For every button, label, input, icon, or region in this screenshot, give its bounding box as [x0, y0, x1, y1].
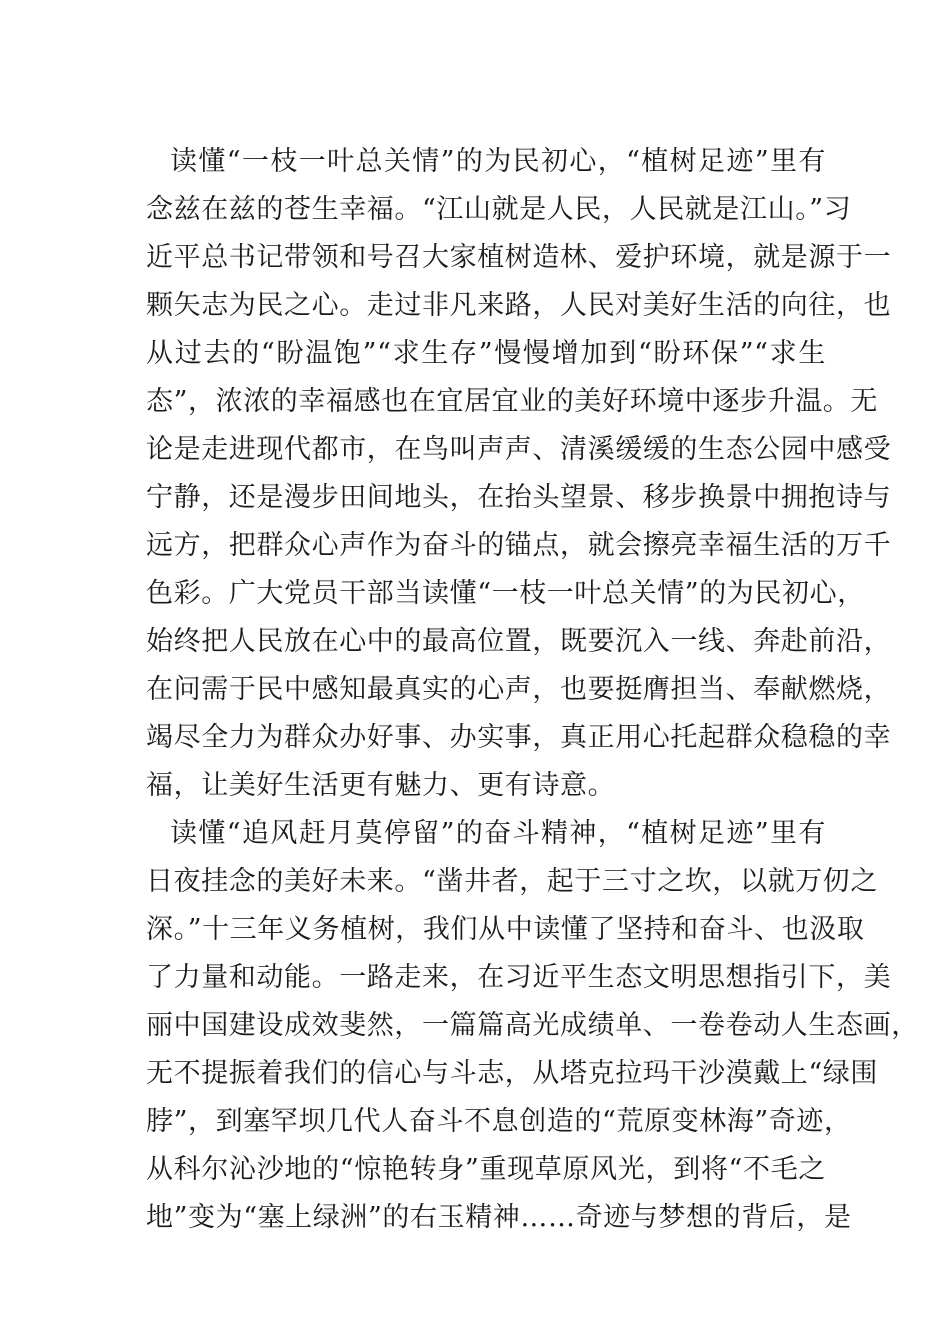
paragraph-1-line-9: 远方，把群众心声作为奋斗的锚点，就会擦亮幸福生活的万千	[146, 530, 892, 561]
paragraph-1-line-6: 态”，浓浓的幸福感也在宜居宜业的美好环境中逐步升温。无	[146, 386, 879, 417]
paragraph-2-line-7: 脖”，到塞罕坝几代人奋斗不息创造的“荒原变林海”奇迹，	[146, 1106, 852, 1137]
paragraph-1-line-3: 近平总书记带领和号召大家植树造林、爱护环境，就是源于一	[146, 242, 892, 273]
paragraph-1-line-2: 念兹在兹的苍生幸福。“江山就是人民，人民就是江山。”习	[146, 194, 852, 225]
paragraph-1-line-1: 读懂“一枝一叶总关情”的为民初心，“植树足迹”里有	[170, 146, 826, 177]
paragraph-2-line-5: 丽中国建设成效斐然，一篇篇高光成绩单、一卷卷动人生态画，	[146, 1010, 919, 1041]
paragraph-2-line-4: 了力量和动能。一路走来，在习近平生态文明思想指引下，美	[146, 962, 892, 993]
paragraph-1-line-14: 福，让美好生活更有魅力、更有诗意。	[146, 770, 616, 801]
paragraph-1-line-4: 颗矢志为民之心。走过非凡来路，人民对美好生活的向往，也	[146, 290, 892, 321]
paragraph-2-line-3: 深。”十三年义务植树，我们从中读懂了坚持和奋斗、也汲取	[146, 914, 865, 945]
paragraph-1-line-10: 色彩。广大党员干部当读懂“一枝一叶总关情”的为民初心，	[146, 578, 865, 609]
paragraph-1-line-11: 始终把人民放在心中的最高位置，既要沉入一线、奔赴前沿，	[146, 626, 892, 657]
paragraph-2-line-2: 日夜挂念的美好未来。“凿井者，起于三寸之坎，以就万仞之	[146, 866, 879, 897]
paragraph-2-line-9: 地”变为“塞上绿洲”的右玉精神……奇迹与梦想的背后，是	[146, 1202, 852, 1233]
paragraph-1-line-8: 宁静，还是漫步田间地头，在抬头望景、移步换景中拥抱诗与	[146, 482, 892, 513]
paragraph-2-line-1: 读懂“追风赶月莫停留”的奋斗精神，“植树足迹”里有	[170, 818, 826, 849]
paragraph-1-line-12: 在问需于民中感知最真实的心声，也要挺膺担当、奉献燃烧，	[146, 674, 892, 705]
paragraph-1-line-5: 从过去的“盼温饱”“求生存”慢慢增加到“盼环保”“求生	[146, 338, 826, 369]
paragraph-1-line-13: 竭尽全力为群众办好事、办实事，真正用心托起群众稳稳的幸	[146, 722, 892, 753]
paragraph-2-line-8: 从科尔沁沙地的“惊艳转身”重现草原风光，到将“不毛之	[146, 1154, 826, 1185]
paragraph-1-line-7: 论是走进现代都市，在鸟叫声声、清溪缓缓的生态公园中感受	[146, 434, 892, 465]
paragraph-2-line-6: 无不提振着我们的信心与斗志，从塔克拉玛干沙漠戴上“绿围	[146, 1058, 879, 1089]
